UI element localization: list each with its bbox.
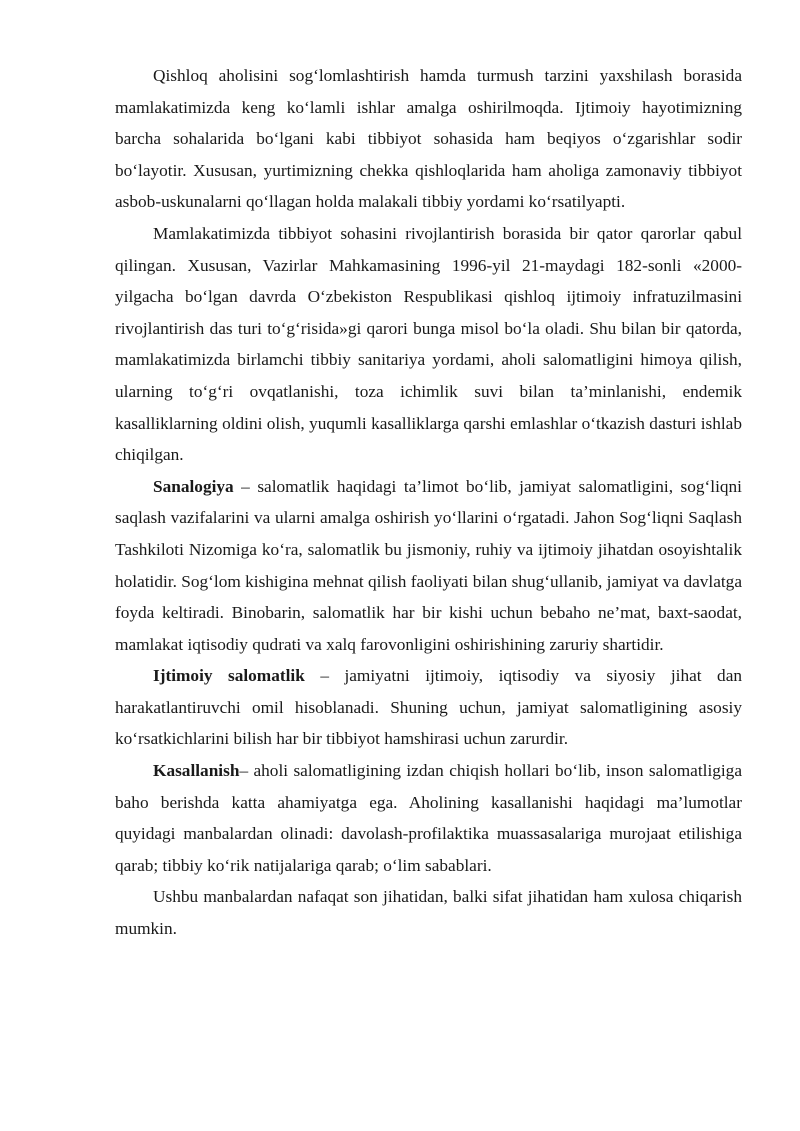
paragraph-kasallanish xyxy=(115,755,742,881)
term-ijtimoiy-salomatlik: Ijtimoiy salomatlik xyxy=(153,666,305,686)
paragraph-text: – aholi salomatligining izdan chiqish hollari bo‘lib, inson salomatligiga baho berishda katta ahamiyatga ega. Aholining kasallanishi haqidagi ma’lumotlar quyidagi manbalardan olinadi: davolash-profilaktika muassasalariga murojaat etilishiga qarab; tibbiy ko‘rik natijalariga qarab; o‘lim sabablari. xyxy=(115,761,742,875)
paragraph-text: – jamiyatni ijtimoiy, iqtisodiy va siyosiy jihat dan harakatlantiruvchi omil hisoblanadi. Shuning uchun, jamiyat salomatligining asosiy ko‘rsatkichlarini bilish har bir tibbiyot hamshirasi uchun zarurdir. xyxy=(115,666,743,749)
paragraph-text: – salomatlik haqidagi ta’limot bo‘lib, jamiyat salomatligini, sog‘liqni saqlash vazifalarini va ularni amalga oshirish yo‘llarini o‘rgatadi. Jahon Sog‘liqni Saqlash Tashkiloti Nizomiga ko‘ra, salomatlik bu jismoniy, ruhiy va ijtimoiy jihatdan osoyishtalik holatidir. Sog‘lom kishigina mehnat qilish faoliyati bilan shug‘ullanib, jamiyat va davlatga foyda keltiradi. Binobarin, salomatlik har bir kishi uchun bebaho ne’mat, baxt-saodat, mamlakat iqtisodiy qudrati va xalq farovonligini oshirishining zaruriy shartidir. xyxy=(115,476,742,654)
paragraph-text: Mamlakatimizda tibbiyot sohasini rivojlantirish borasida bir qator qarorlar qabul qilingan. Xususan, Vazirlar Mahkamasining 1996-yil 21-maydagi 182-sonli «2000-yilgacha bo‘lgan davrda O‘zbekiston Respublikasi qishloq ijtimoiy infratuzilmasini rivojlantirish das turi to‘g‘risida»gi qarori bunga misol bo‘la oladi. Shu bilan bir qatorda, mamlakatimizda birlamchi tibbiy sanitariya yordami, aholi salomatligini himoya qilish, ularning to‘g‘ri ovqatlanishi, toza ichimlik suvi bilan ta’minlanishi, endemik kasalliklarning oldini olish, yuqumli kasalliklarga qarshi emlashlar o‘tkazish dasturi ishlab chiqilgan. xyxy=(115,223,742,465)
paragraph-decrees xyxy=(115,218,742,471)
paragraph-intro xyxy=(115,60,742,218)
paragraph-sanalogiya xyxy=(115,471,742,661)
paragraph-conclusion xyxy=(115,881,742,944)
paragraph-text: Ushbu manbalardan nafaqat son jihatidan, balki sifat jihatidan ham xulosa chiqarish mumkin. xyxy=(115,887,742,939)
paragraph-text: Qishloq aholisini sog‘lomlashtirish hamda turmush tarzini yaxshilash borasida mamlakatimizda keng ko‘lamli ishlar amalga oshirilmoqda. Ijtimoiy hayotimizning barcha sohalarida bo‘lgani kabi tibbiyot sohasida ham beqiyos o‘zgarishlar sodir bo‘layotir. Xususan, yurtimizning chekka qishloqlarida ham aholiga zamonaviy tibbiyot asbob-uskunalarni qo‘llagan holda malakali tibbiy yordami ko‘rsatilyapti. xyxy=(115,66,742,212)
document-page xyxy=(115,60,742,945)
paragraph-ijtimoiy-salomatlik xyxy=(115,660,742,755)
term-sanalogiya: Sanalogiya xyxy=(153,476,234,496)
term-kasallanish: Kasallanish xyxy=(153,761,240,781)
